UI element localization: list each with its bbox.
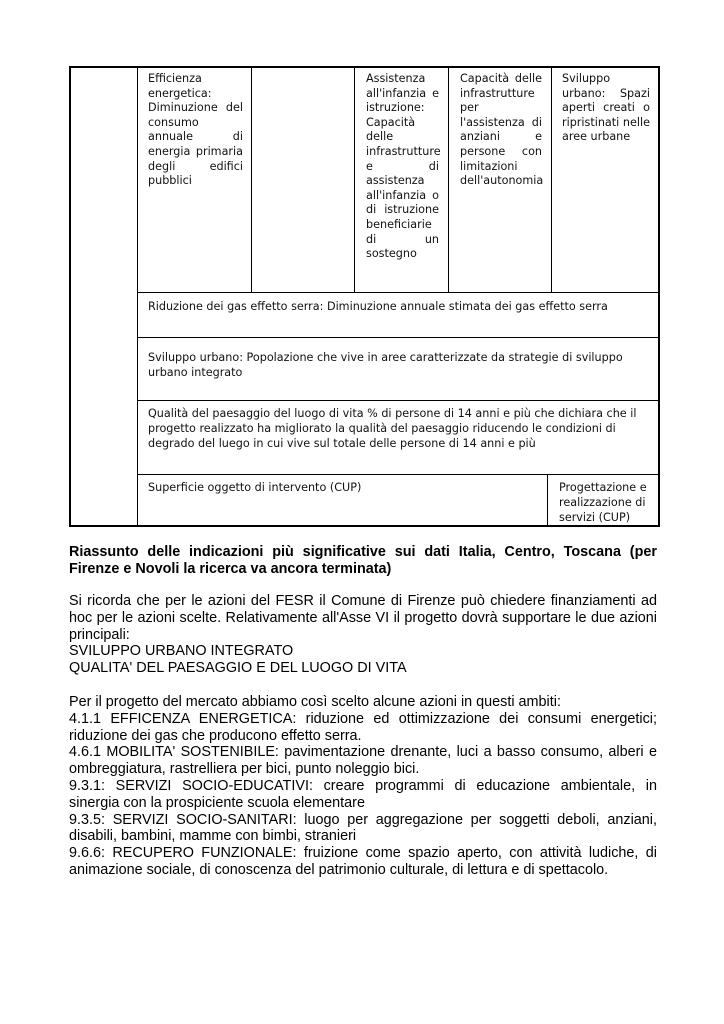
project-actions [69,694,657,879]
row-sviluppo-urbano-popolazione: Sviluppo urbano: Popolazione che vive in aree caratterizzate da strategie di sviluppo urbano integrato [148,351,623,379]
action-item: 4.6.1 MOBILITA' SOSTENIBILE: pavimentazione drenante, luci a basso consumo, alberi e ombreggiatura, rastrelliera per bici, punto noleggio bici. [69,744,657,778]
action-item: 4.1.1 EFFICENZA ENERGETICA: riduzione ed ottimizzazione dei consumi energetici; riduzione dei gas che producono effetto serra. [69,710,657,744]
table-hline-2 [137,337,658,338]
intro-text: Si ricorda che per le azioni del FESR il Comune di Firenze può chiedere finanziamenti ad hoc per le azioni scelte. Relativamente all'Asse VI il progetto dovrà supportare le due azioni principali: [69,593,657,643]
table-vline-c4 [448,68,449,292]
azione-sviluppo-urbano: SVILUPPO URBANO INTEGRATO [69,643,294,660]
row-qualita-paesaggio: Qualità del paesaggio del luogo di vita % di persone di 14 anni e più che dichiara che il progetto realizzato ha migliorato la qualità del paesaggio riducendo le condizioni di degrado del luego in cui vive sul totale delle persone di 14 anni e più [148,407,637,450]
intro-paragraph [69,593,657,677]
section-heading: Riassunto delle indicazioni più significative sui dati Italia, Centro, Toscana (per Firenze e Novoli la ricerca va ancora terminata) [69,544,657,577]
indicators-table [69,66,660,527]
table-hline-1 [137,292,658,293]
cell-assistenza-infanzia: Assistenza all'infanzia e istruzione: Capacità delle infrastrutture e di assistenza all'infanzia o di istruzione beneficiarie di un sostegno [366,72,441,261]
cell-superficie-intervento: Superficie oggetto di intervento (CUP) [148,481,362,494]
row-riduzione-gas: Riduzione dei gas effetto serra: Diminuzione annuale stimata dei gas effetto serra [148,300,608,313]
cell-efficienza-energetica: Efficienza energetica: Diminuzione del consumo annuale di energia primaria degli edifici pubblici [148,72,243,188]
table-vline-left [137,68,138,525]
cell-sviluppo-urbano-spazi: Sviluppo urbano: Spazi aperti creati o ripristinati nelle aree urbane [562,72,650,144]
cell-progettazione-servizi: Progettazione e realizzazione di servizi (CUP) [559,481,647,524]
project-intro: Per il progetto del mercato abbiamo così scelto alcune azioni in questi ambiti: [69,694,561,710]
table-hline-3 [137,400,658,401]
action-item: 9.6.6: RECUPERO FUNZIONALE: fruizione come spazio aperto, con attività ludiche, di animazione sociale, di conoscenza del patrimonio culturale, di lettura e di spettacolo. [69,845,657,878]
cell-capacita-infrastrutture: Capacità delle infrastrutture per l'assistenza di anziani e persone con limitazioni dell'autonomia [460,72,544,188]
action-item: 9.3.1: SERVIZI SOCIO-EDUCATIVI: creare programmi di educazione ambientale, in sinergia con la prospiciente scuola elementare [69,777,657,811]
azione-qualita-paesaggio: QUALITA' DEL PAESAGGIO E DEL LUOGO DI VITA [69,660,407,677]
table-vline-c2 [251,68,252,292]
table-vline-last [547,474,548,525]
table-vline-c5 [551,68,552,292]
table-hline-4 [137,474,658,475]
action-item: 9.3.5: SERVIZI SOCIO-SANITARI: luogo per aggregazione per soggetti deboli, anziani, disabili, bambini, mamme con bimbi, stranieri [69,811,657,845]
table-vline-c3 [354,68,355,292]
